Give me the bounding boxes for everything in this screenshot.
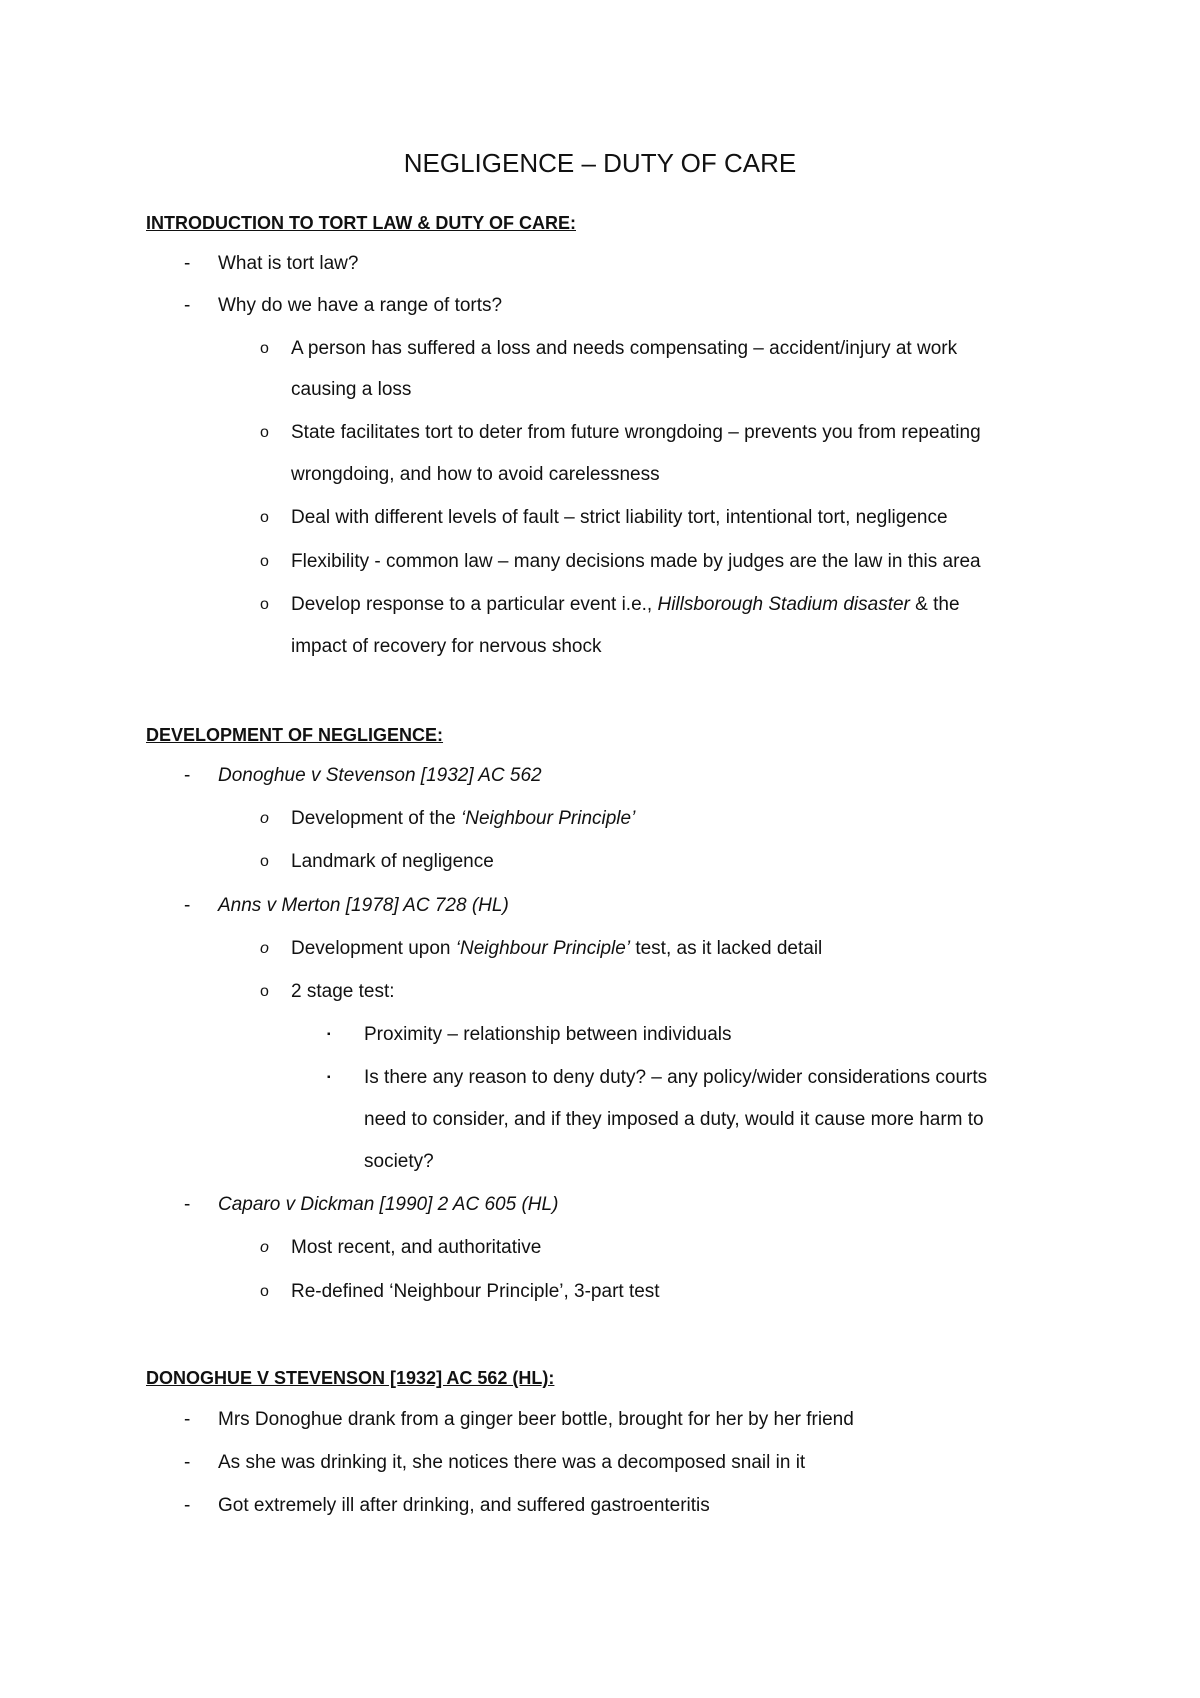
list-item: What is tort law? [218,253,359,274]
list-item: Deal with different levels of fault – strict liability tort, intentional tort, negligence [291,507,948,528]
list-item-continuation: society? [364,1151,434,1172]
list-item: 2 stage test: [291,981,395,1002]
bullet-dash: - [184,765,191,786]
list-item: Proximity – relationship between individuals [364,1024,732,1045]
bullet-circle: o [260,509,269,526]
list-item: Got extremely ill after drinking, and suffered gastroenteritis [218,1495,710,1516]
bullet-dash: - [184,1194,191,1215]
bullet-dash: - [184,1495,191,1516]
bullet-dash: - [184,895,191,916]
case-citation: Caparo v Dickman [1990] 2 AC 605 (HL) [218,1194,559,1215]
list-item: Development upon ‘Neighbour Principle’ test, as it lacked detail [291,938,823,959]
page-title: NEGLIGENCE – DUTY OF CARE [403,148,797,178]
list-item: State facilitates tort to deter from future wrongdoing – prevents you from repeating [291,422,981,443]
section-heading-development: DEVELOPMENT OF NEGLIGENCE: [146,725,444,745]
list-item-continuation: need to consider, and if they imposed a duty, would it cause more harm to [364,1109,984,1130]
section-heading-intro: INTRODUCTION TO TORT LAW & DUTY OF CARE: [146,213,576,233]
list-item: Develop response to a particular event i.e., Hillsborough Stadium disaster & the [291,594,960,615]
list-item: Flexibility - common law – many decisions made by judges are the law in this area [291,551,981,572]
bullet-circle: o [260,553,269,570]
list-item: As she was drinking it, she notices there was a decomposed snail in it [218,1452,806,1473]
bullet-circle: o [260,810,269,827]
bullet-circle: o [260,424,269,441]
bullet-circle: o [260,340,269,357]
bullet-dash: - [184,1452,191,1473]
list-item: Development of the ‘Neighbour Principle’ [291,808,636,829]
case-citation: Donoghue v Stevenson [1932] AC 562 [218,765,542,786]
list-item: Landmark of negligence [291,851,494,872]
bullet-circle: o [260,1239,269,1256]
case-name-hillsborough: Hillsborough Stadium disaster [657,594,910,615]
bullet-square: ▪ [327,1072,331,1083]
list-item: Why do we have a range of torts? [218,295,503,316]
list-item-continuation: wrongdoing, and how to avoid carelessness [291,464,660,485]
bullet-circle: o [260,940,269,957]
list-item: A person has suffered a loss and needs compensating – accident/injury at work [291,338,958,359]
bullet-dash: - [184,253,191,274]
bullet-square: ▪ [327,1029,331,1040]
list-item-continuation: impact of recovery for nervous shock [291,636,602,657]
bullet-circle: o [260,596,269,613]
bullet-circle: o [260,983,269,1000]
bullet-circle: o [260,1283,269,1300]
list-item: Re-defined ‘Neighbour Principle’, 3-part test [291,1281,660,1302]
list-item-continuation: causing a loss [291,379,412,400]
section-heading-donoghue: DONOGHUE V STEVENSON [1932] AC 562 (HL): [146,1368,555,1388]
bullet-circle: o [260,853,269,870]
list-item: Is there any reason to deny duty? – any policy/wider considerations courts [364,1067,988,1088]
bullet-dash: - [184,295,191,316]
case-citation: Anns v Merton [1978] AC 728 (HL) [218,895,509,916]
list-item: Most recent, and authoritative [291,1237,542,1258]
list-item: Mrs Donoghue drank from a ginger beer bottle, brought for her by her friend [218,1409,854,1430]
bullet-dash: - [184,1409,191,1430]
